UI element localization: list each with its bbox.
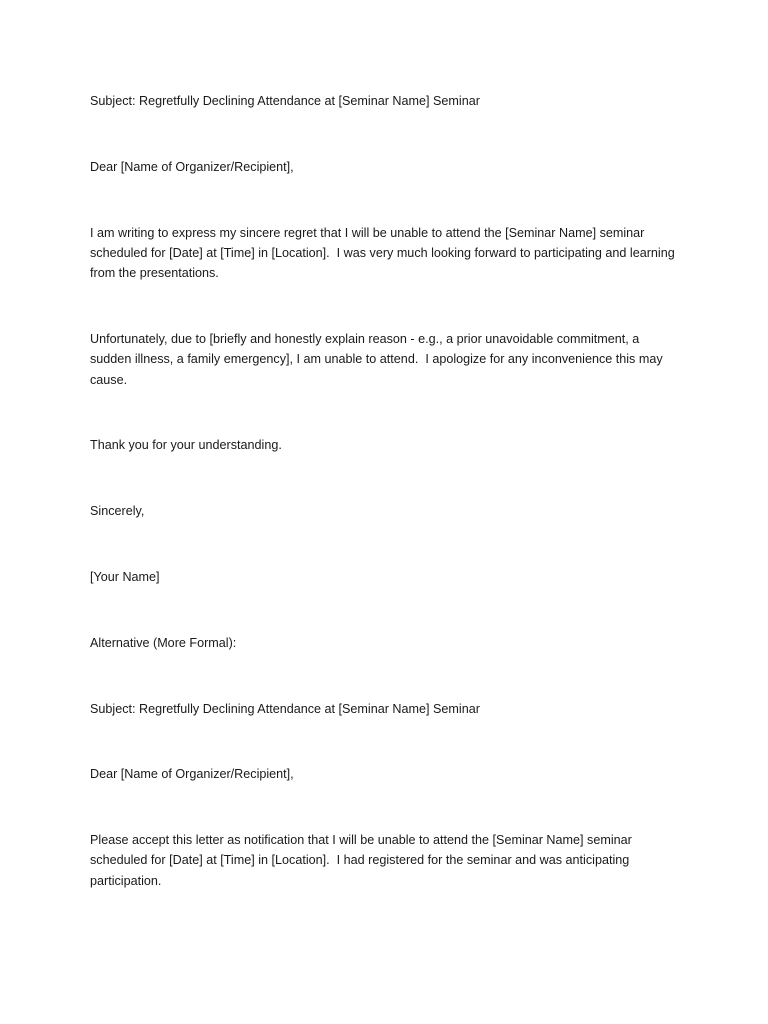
signature-placeholder: [Your Name] bbox=[90, 569, 160, 584]
alternative-heading: Alternative (More Formal): bbox=[90, 635, 237, 650]
paragraph-intro: I am writing to express my sincere regret that I will be unable to attend the [Seminar Name] seminar scheduled for [Date] at [Time] in [Location]. I was very much looking forward to participating and learning from the presentations. bbox=[90, 225, 679, 281]
thanks-line: Thank you for your understanding. bbox=[90, 438, 282, 453]
paragraph-reason: Unfortunately, due to [briefly and honestly explain reason - e.g., a prior unavoidable commitment, a sudden illness, a family emergency], I am unable to attend. I apologize for any inconvenience this may cause. bbox=[90, 331, 667, 387]
subject-line: Subject: Regretfully Declining Attendance at [Seminar Name] Seminar bbox=[90, 94, 480, 108]
closing-line: Sincerely, bbox=[90, 504, 145, 519]
salutation-formal: Dear [Name of Organizer/Recipient], bbox=[90, 767, 294, 782]
subject-line-formal: Subject: Regretfully Declining Attendance at [Seminar Name] Seminar bbox=[90, 701, 480, 716]
salutation: Dear [Name of Organizer/Recipient], bbox=[90, 159, 294, 174]
paragraph-formal-intro: Please accept this letter as notification that I will be unable to attend the [Seminar Name] seminar scheduled for [Date] at [Time] in [Location]. I had registered for the seminar and was anticipating participation. bbox=[90, 833, 636, 888]
letter-body bbox=[90, 91, 680, 937]
